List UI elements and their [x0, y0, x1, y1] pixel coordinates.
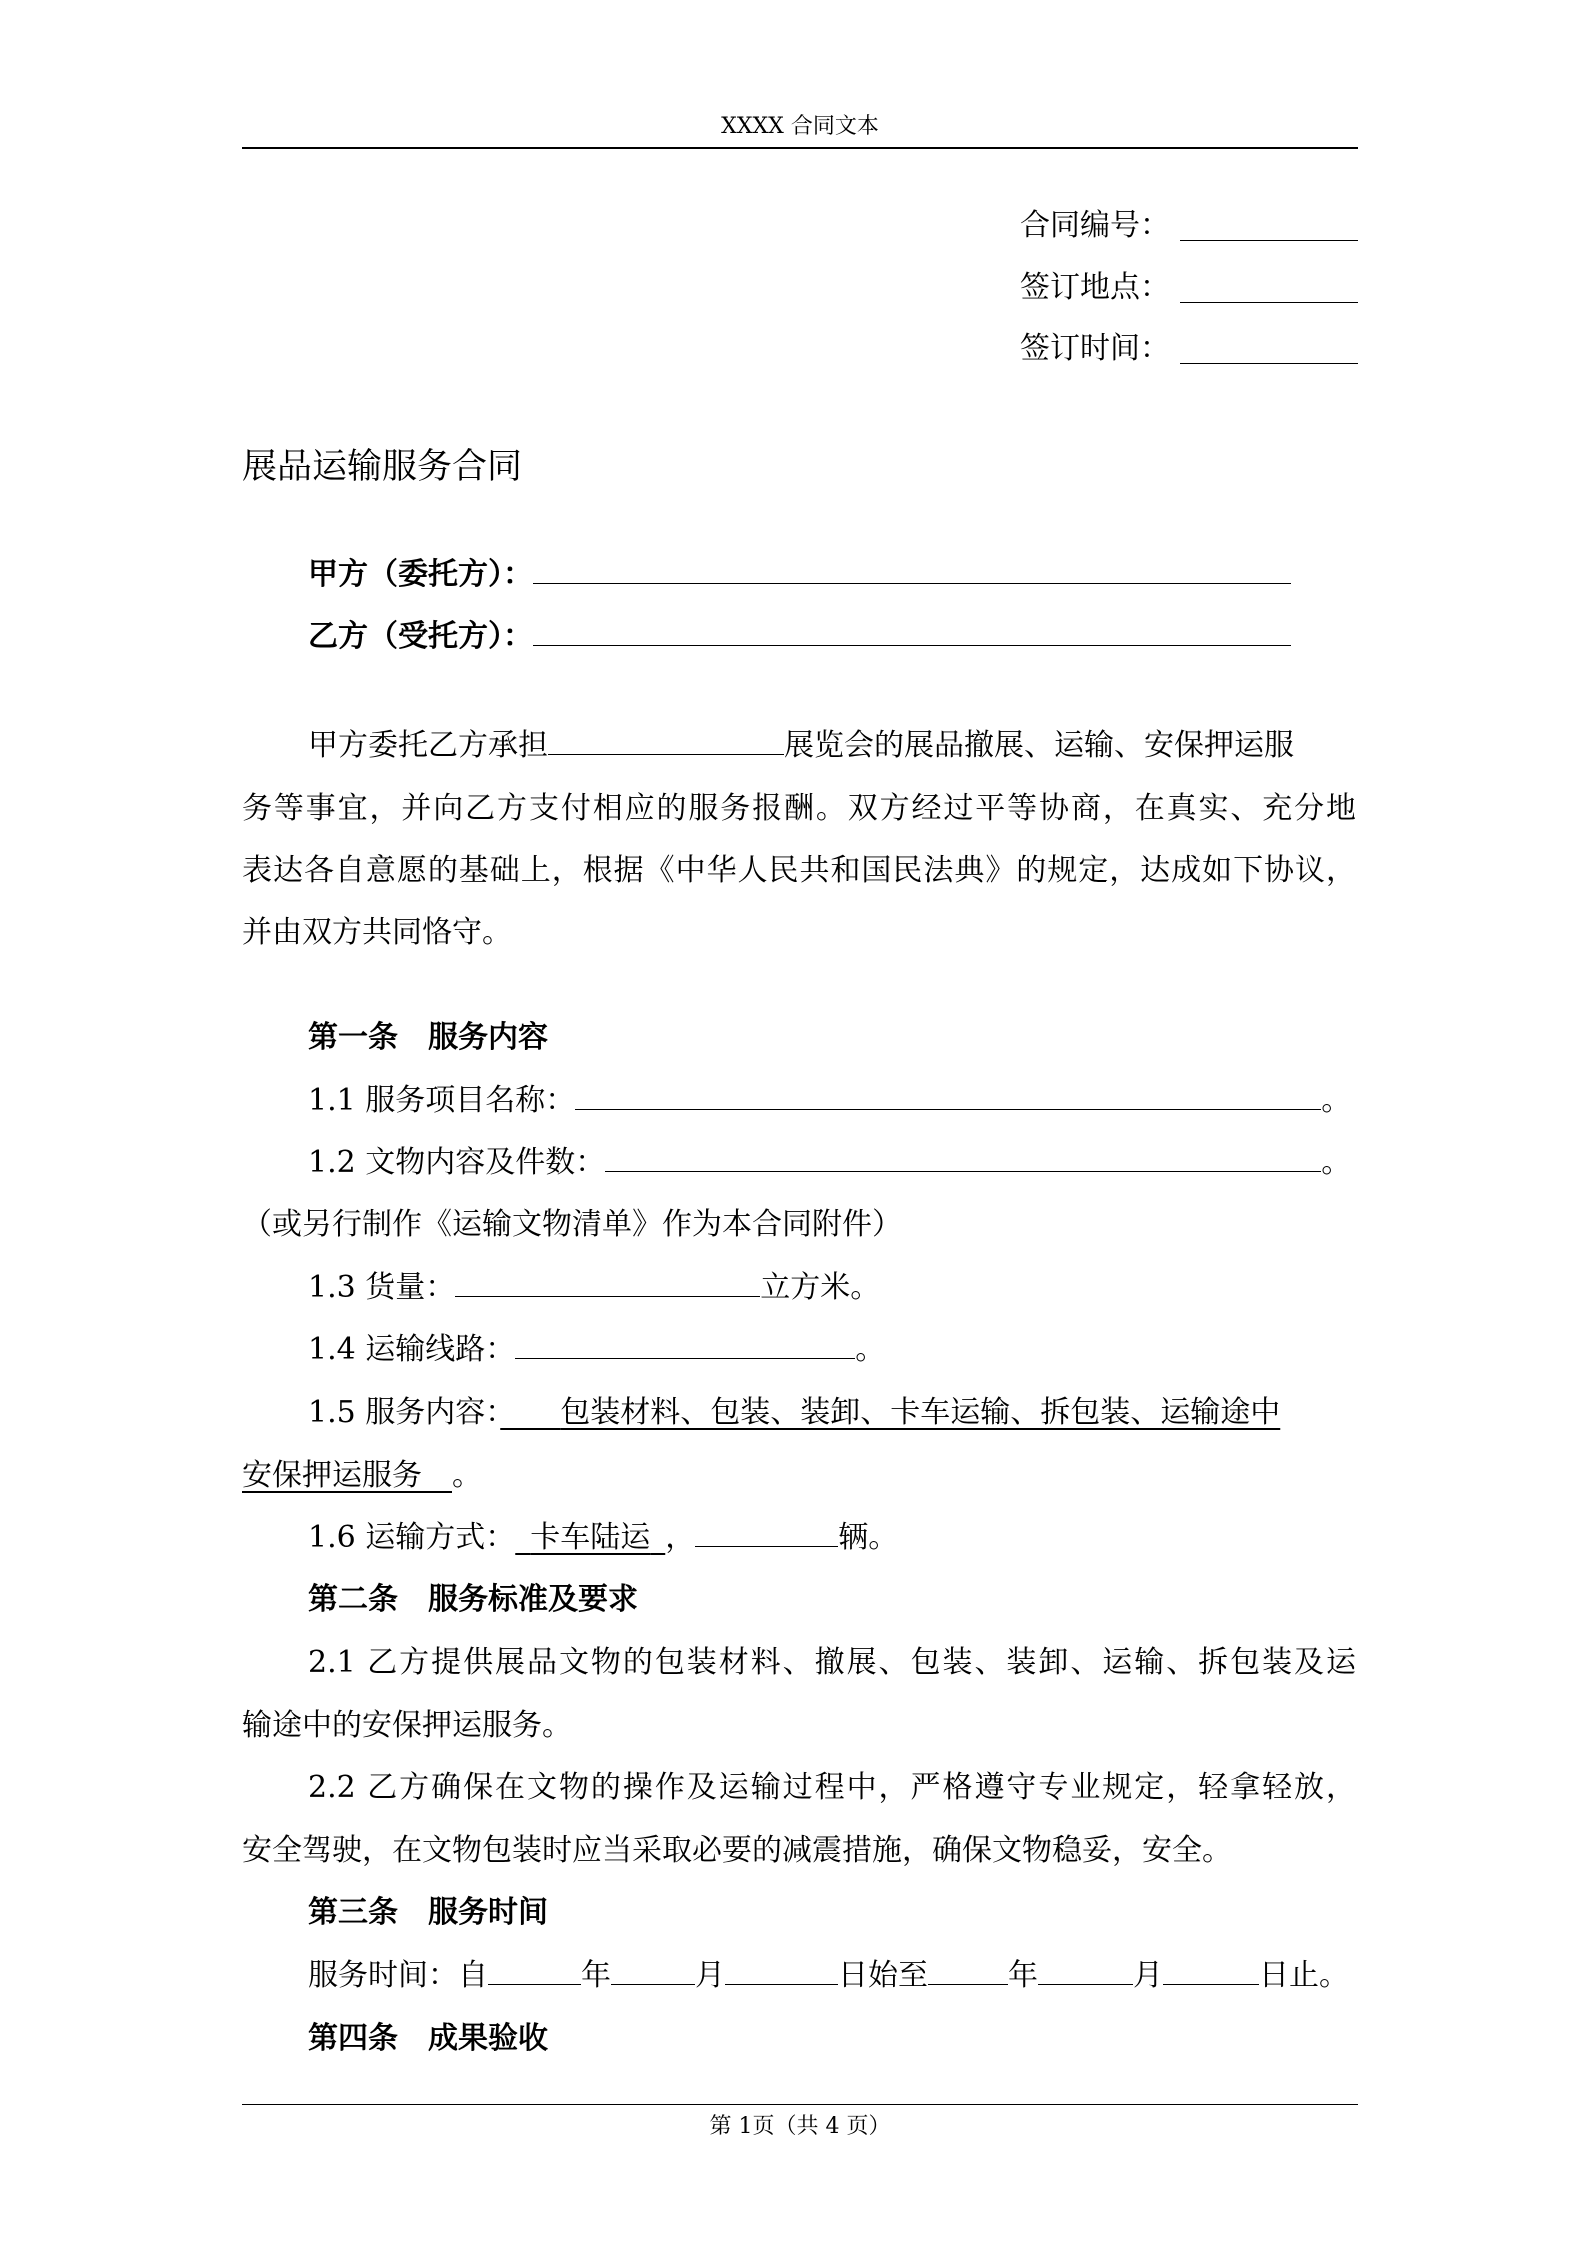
- transport-mode-value: [515, 1520, 665, 1555]
- item-label: 1.4 运输线路：: [308, 1332, 516, 1367]
- article-2-heading: 第二条 服务标准及要求: [308, 1582, 638, 1617]
- preamble-text: 甲方委托乙方承担: [308, 728, 548, 763]
- preamble-line-2: 务等事宜，并向乙方支付相应的服务报酬。双方经过平等协商，在真实、充分地: [242, 791, 1356, 826]
- party-b-blank[interactable]: [533, 615, 1291, 646]
- contract-number-row: [1020, 204, 1360, 248]
- item-1-1: [308, 1079, 1351, 1123]
- article-3-heading: 第三条 服务时间: [308, 1895, 548, 1930]
- end-day-blank[interactable]: [1163, 1954, 1259, 1985]
- relics-count-blank[interactable]: [605, 1141, 1321, 1172]
- preamble-text: 展览会的展品撤展、运输、安保押运服: [784, 728, 1294, 763]
- party-b-row: [308, 615, 1291, 659]
- sign-time-row: [1020, 327, 1360, 371]
- sign-time-label: 签订时间：: [1020, 331, 1170, 366]
- party-b-label: 乙方（受托方）：: [308, 619, 533, 654]
- punctuation: 。: [855, 1332, 886, 1367]
- service-content-value-2: [242, 1458, 452, 1493]
- preamble-line-1: [308, 724, 1294, 768]
- party-a-blank[interactable]: [533, 553, 1291, 584]
- start-day-blank[interactable]: [725, 1954, 838, 1985]
- party-a-label: 甲方（委托方）：: [308, 557, 533, 592]
- month-text: 月: [1133, 1958, 1163, 1993]
- service-name-blank[interactable]: [575, 1079, 1321, 1110]
- service-time-label: 服务时间：自: [308, 1958, 488, 1993]
- punctuation: 。: [1321, 1145, 1352, 1180]
- transport-mode-text: 卡车陆运: [530, 1520, 651, 1555]
- article-1-heading: 第一条 服务内容: [308, 1020, 548, 1055]
- start-month-blank[interactable]: [611, 1954, 695, 1985]
- header-rule: [242, 147, 1358, 149]
- item-2-1-line-1: 2.1 乙方提供展品文物的包装材料、撤展、包装、装卸、运输、拆包装及运: [308, 1645, 1356, 1680]
- month-text: 月: [695, 1958, 725, 1993]
- preamble-line-3: 表达各自意愿的基础上，根据《中华人民共和国民法典》的规定，达成如下协议，: [242, 853, 1356, 888]
- contract-number-label: 合同编号：: [1020, 208, 1170, 243]
- unit-text: 辆。: [838, 1520, 899, 1555]
- sign-place-row: [1020, 266, 1360, 310]
- item-1-4: [308, 1328, 885, 1372]
- item-2-1-line-2: 输途中的安保押运服务。: [242, 1708, 572, 1743]
- item-2-2-line-1: 2.2 乙方确保在文物的操作及运输过程中，严格遵守专业规定，轻拿轻放，: [308, 1770, 1356, 1805]
- preamble-line-4: 并由双方共同恪守。: [242, 915, 512, 950]
- sign-time-blank[interactable]: [1180, 363, 1358, 364]
- item-1-2: [308, 1141, 1351, 1185]
- punctuation: 。: [1321, 1083, 1352, 1118]
- footer-rule: [242, 2104, 1358, 2105]
- punctuation: 。: [452, 1458, 482, 1493]
- item-label: 1.1 服务项目名称：: [308, 1083, 576, 1118]
- service-content-text: 安保押运服务: [242, 1458, 422, 1493]
- item-1-2-note: （或另行制作《运输文物清单》作为本合同附件）: [242, 1207, 902, 1242]
- item-1-6: [308, 1516, 898, 1560]
- day-text: 日止。: [1259, 1958, 1349, 1993]
- item-label: 1.5 服务内容：: [308, 1395, 501, 1430]
- punctuation: ，: [665, 1520, 696, 1555]
- service-content-text: 包装材料、包装、装卸、卡车运输、拆包装、运输途中: [560, 1395, 1281, 1430]
- start-year-blank[interactable]: [488, 1954, 581, 1985]
- item-2-2-line-2: 安全驾驶，在文物包装时应当采取必要的减震措施，确保文物稳妥，安全。: [242, 1833, 1232, 1868]
- item-1-5-cont: [242, 1454, 482, 1498]
- document-title: 展品运输服务合同: [242, 447, 523, 487]
- year-text: 年: [581, 1958, 611, 1993]
- item-label: 1.6 运输方式：: [308, 1520, 516, 1555]
- unit-text: 立方米。: [760, 1270, 881, 1305]
- page-footer: 第 1页（共 4 页）: [709, 2114, 891, 2139]
- vehicle-count-blank[interactable]: [695, 1516, 838, 1547]
- volume-blank[interactable]: [455, 1266, 760, 1297]
- page-header: XXXX 合同文本: [721, 114, 879, 139]
- sign-place-label: 签订地点：: [1020, 270, 1170, 305]
- item-1-5: [308, 1391, 1280, 1435]
- contract-number-blank[interactable]: [1180, 240, 1358, 241]
- end-month-blank[interactable]: [1038, 1954, 1133, 1985]
- item-label: 1.3 货量：: [308, 1270, 456, 1305]
- service-time-row: [308, 1954, 1349, 1998]
- sign-place-blank[interactable]: [1180, 302, 1358, 303]
- item-label: 1.2 文物内容及件数：: [308, 1145, 606, 1180]
- route-blank[interactable]: [515, 1328, 855, 1359]
- item-1-3: [308, 1266, 880, 1310]
- service-content-value: [500, 1395, 1280, 1430]
- year-text: 年: [1008, 1958, 1038, 1993]
- end-year-blank[interactable]: [928, 1954, 1008, 1985]
- day-text: 日始至: [838, 1958, 928, 1993]
- article-4-heading: 第四条 成果验收: [308, 2021, 548, 2056]
- exhibition-name-blank[interactable]: [548, 724, 784, 755]
- party-a-row: [308, 553, 1291, 597]
